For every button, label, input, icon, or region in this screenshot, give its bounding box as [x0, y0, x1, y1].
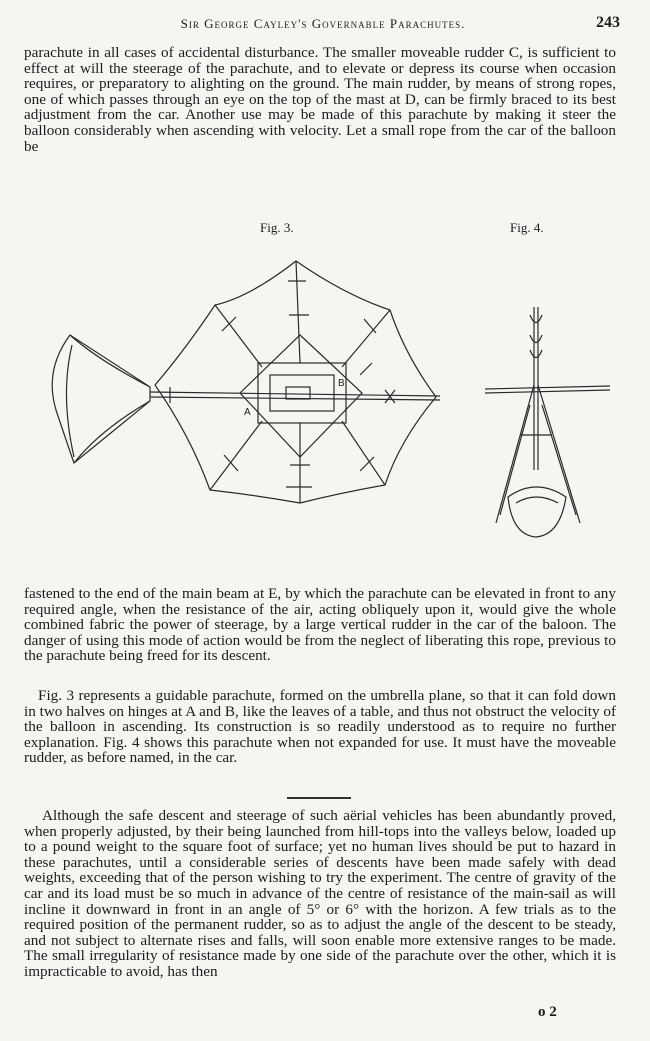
- page-number: 243: [596, 14, 620, 31]
- paragraph-1: parachute in all cases of accidental disturbance. The smaller moveable rudder C, is sufficient to effect at will the steerage of the parachute, and to elevate or depress its course when occasion requires, or preparatory to alighting on the ground. The main rudder, by means of strong ropes, one of which passes through an eye on the top of the mast at D, can be firmly braced to its best adjustment from the car. Another use may be made of this parachute by making it steer the balloon considerably when ascending with velocity. Let a small rope from the car of the balloon be: [24, 44, 616, 155]
- fig3-caption: Fig. 3.: [260, 220, 294, 235]
- fig4-caption: Fig. 4.: [510, 220, 544, 235]
- section-divider: [287, 797, 351, 799]
- page-header: [24, 14, 622, 36]
- running-head: Sir George Cayley's Governable Parachutes.: [180, 16, 466, 31]
- figures-illustration: [0, 235, 650, 555]
- fig3-label-b: B: [338, 378, 345, 389]
- fig3-label-a: A: [244, 407, 251, 418]
- paragraph-3: Fig. 3 represents a guidable parachute, formed on the umbrella plane, so that it can fold down in two halves on hinges at A and B, like the leaves of a table, and thus not obstruct the velocity of the balloon in ascending. Its construction is so readily understood as to require no further explanation. Fig. 4 shows this parachute when not expanded for use. It must have the moveable rudder, as before named, in the car.: [24, 687, 616, 767]
- paragraph-2: fastened to the end of the main beam at E, by which the parachute can be elevated in front to any required angle, when the resistance of the air, acting obliquely upon it, would give the whole combined fabric the power of steerage, by a large vertical rudder in the car of the baloon. The danger of using this mode of action would be from the neglect of liberating this rope, previous to the parachute being freed for its descent.: [24, 585, 616, 665]
- paragraph-4: Although the safe descent and steerage of such aërial vehicles has been abundantly proved, when properly adjusted, by their being launched from hill-tops into the valleys below, loaded up to a pound weight to the square foot of surface; yet no human lives should be put to hazard in these parachutes, until a considerable series of descents have been made safely with dead weights, exceeding that of the person wishing to try the experiment. The centre of gravity of the car and its load must be so much in advance of the centre of resistance of the main-sail as will incline it downward in front in an angle of 5° or 6° with the horizon. A few trials as to the required position of the permanent rudder, so as to adjust the angle of the descent to be steady, and not subject to alternate rises and falls, will soon enable more extensive ranges to be made. The small irregularity of resistance made by one side of the parachute over the other, which it is impracticable to avoid, has then: [24, 807, 616, 980]
- fig3-parachute-drawing: [52, 261, 440, 503]
- fig4-folded-parachute-drawing: [485, 307, 610, 537]
- signature-mark: o 2: [538, 1004, 557, 1020]
